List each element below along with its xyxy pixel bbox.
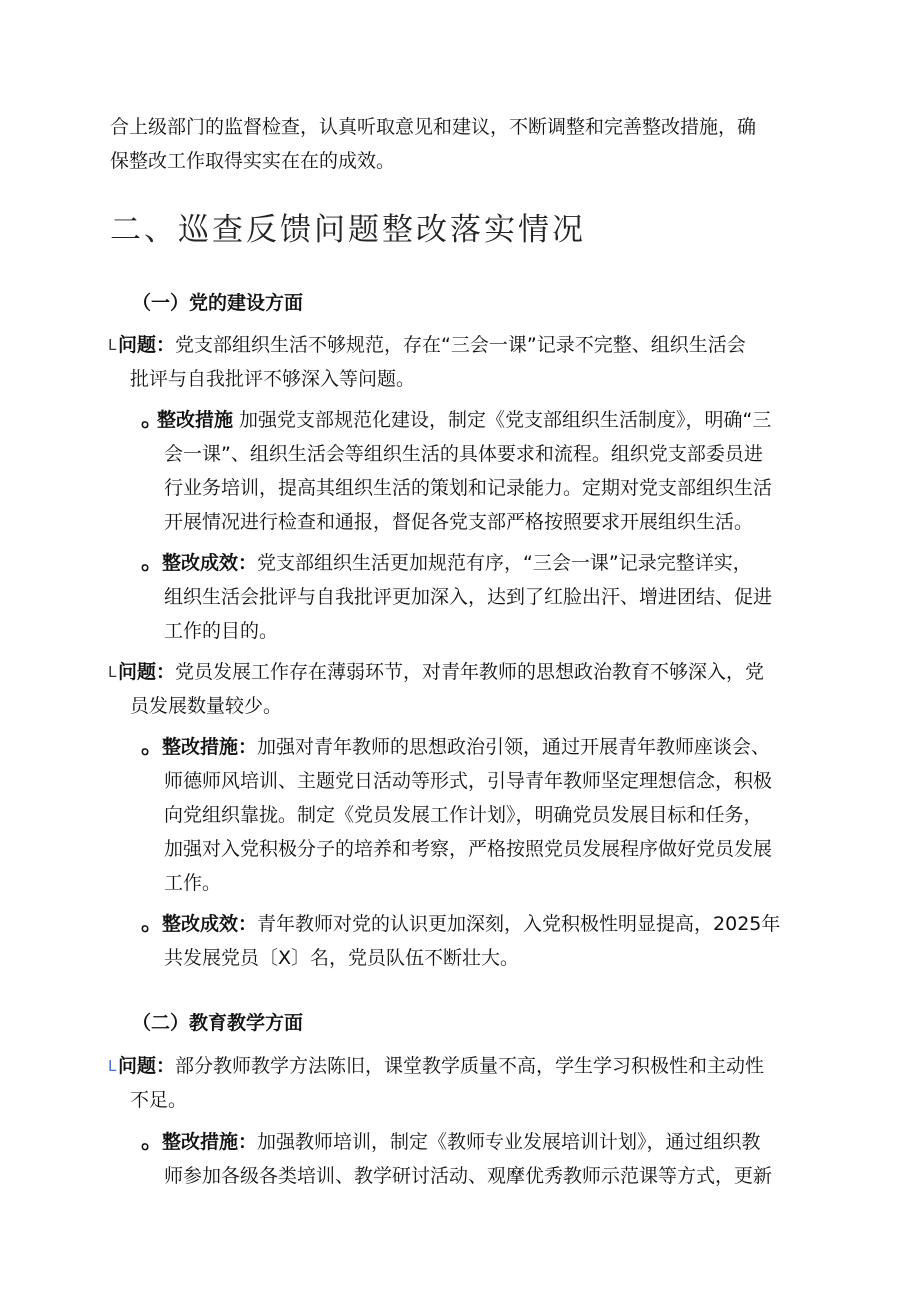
- issue-line-2: 批评与自我批评不够深入等问题。: [130, 368, 416, 390]
- results-line-2: 共发展党员〔X〕名，党员队伍不断壮大。: [164, 947, 520, 969]
- measures-line-1: 整改措施：加强对青年教师的思想政治引领，通过开展青年教师座谈会、: [162, 736, 771, 758]
- list-marker-icon: L: [108, 663, 117, 681]
- results-line-2: 组织生活会批评与自我批评更加深入，达到了红脸出汗、增进团结、促进: [164, 586, 773, 608]
- issue-label: 问题：: [118, 1055, 176, 1077]
- bullet-dot: 。: [141, 911, 164, 936]
- measures-label: 整改措施: [157, 409, 234, 431]
- results-label: 整改成效：: [162, 913, 258, 935]
- measures-line-4: 加强对入党积极分子的培养和考察，严格按照党员发展程序做好党员发展: [164, 838, 773, 860]
- issue-line-1: [118, 655, 764, 689]
- subsection-heading-party-building: （一）党的建设方面: [132, 292, 304, 314]
- issue-label: 问题：: [118, 661, 176, 683]
- bullet-dot: 。: [141, 1129, 164, 1154]
- measures-line-4: 开展情况进行检查和通报，督促各党支部严格按照要求开展组织生活。: [164, 511, 754, 533]
- measures-line-3: 向党组织靠拢。制定《党员发展工作计划》，明确党员发展目标和任务，: [164, 804, 763, 826]
- measures-line-2: 师参加各级各类培训、教学研讨活动、观摩优秀教师示范课等方式，更新: [164, 1165, 773, 1187]
- measures-label: 整改措施：: [162, 736, 258, 758]
- measures-line-2: 会一课”、组织生活会等组织生活的具体要求和流程。组织党支部委员进: [164, 443, 763, 465]
- subsection-heading-teaching: （二）教育教学方面: [132, 1012, 304, 1034]
- issue-label: 问题：: [118, 334, 176, 356]
- list-marker-icon: L: [108, 1057, 117, 1075]
- measures-line-1: 整改措施：加强教师培训，制定《教师专业发展培训计划》，通过组织教: [162, 1131, 761, 1153]
- list-marker-icon: L: [108, 336, 117, 354]
- section-title: 二、巡查反馈问题整改落实情况: [110, 212, 586, 248]
- measures-line-2: 师德师风培训、主题党日活动等形式，引导青年教师坚定理想信念，积极: [164, 770, 773, 792]
- intro-line-2: 保整改工作取得实实在在的成效。: [110, 150, 396, 172]
- issue-text: 党员发展工作存在薄弱环节，对青年教师的思想政治教育不够深入，党: [175, 661, 765, 683]
- issue-line-2: 不足。: [130, 1089, 188, 1111]
- issue-text: 部分教师教学方法陈旧，课堂教学质量不高，学生学习积极性和主动性: [175, 1055, 765, 1077]
- bullet-dot: 。: [141, 407, 164, 432]
- results-line-1: 整改成效：党支部组织生活更加规范有序，“三会一课”记录完整详实，: [162, 552, 752, 574]
- measures-label: 整改措施：: [162, 1131, 258, 1153]
- measures-line-3: 行业务培训，提高其组织生活的策划和记录能力。定期对党支部组织生活: [164, 477, 773, 499]
- results-line-1: 整改成效：青年教师对党的认识更加深刻，入党积极性明显提高，2025年: [162, 913, 781, 935]
- issue-line-1: [118, 328, 746, 362]
- bullet-dot: 。: [141, 550, 164, 575]
- measures-line-5: 工作。: [164, 872, 222, 894]
- bullet-dot: 。: [141, 734, 164, 759]
- results-line-3: 工作的目的。: [164, 620, 279, 642]
- issue-line-1: [118, 1049, 764, 1083]
- measures-line-1: 整改措施 加强党支部规范化建设，制定《党支部组织生活制度》，明确“三: [157, 409, 772, 431]
- issue-line-2: 员发展数量较少。: [130, 695, 283, 717]
- intro-line-1: 合上级部门的监督检查，认真听取意见和建议，不断调整和完善整改措施，确: [110, 116, 757, 138]
- issue-text: 党支部组织生活不够规范，存在“三会一课”记录不完整、组织生活会: [175, 334, 746, 356]
- results-label: 整改成效：: [162, 552, 258, 574]
